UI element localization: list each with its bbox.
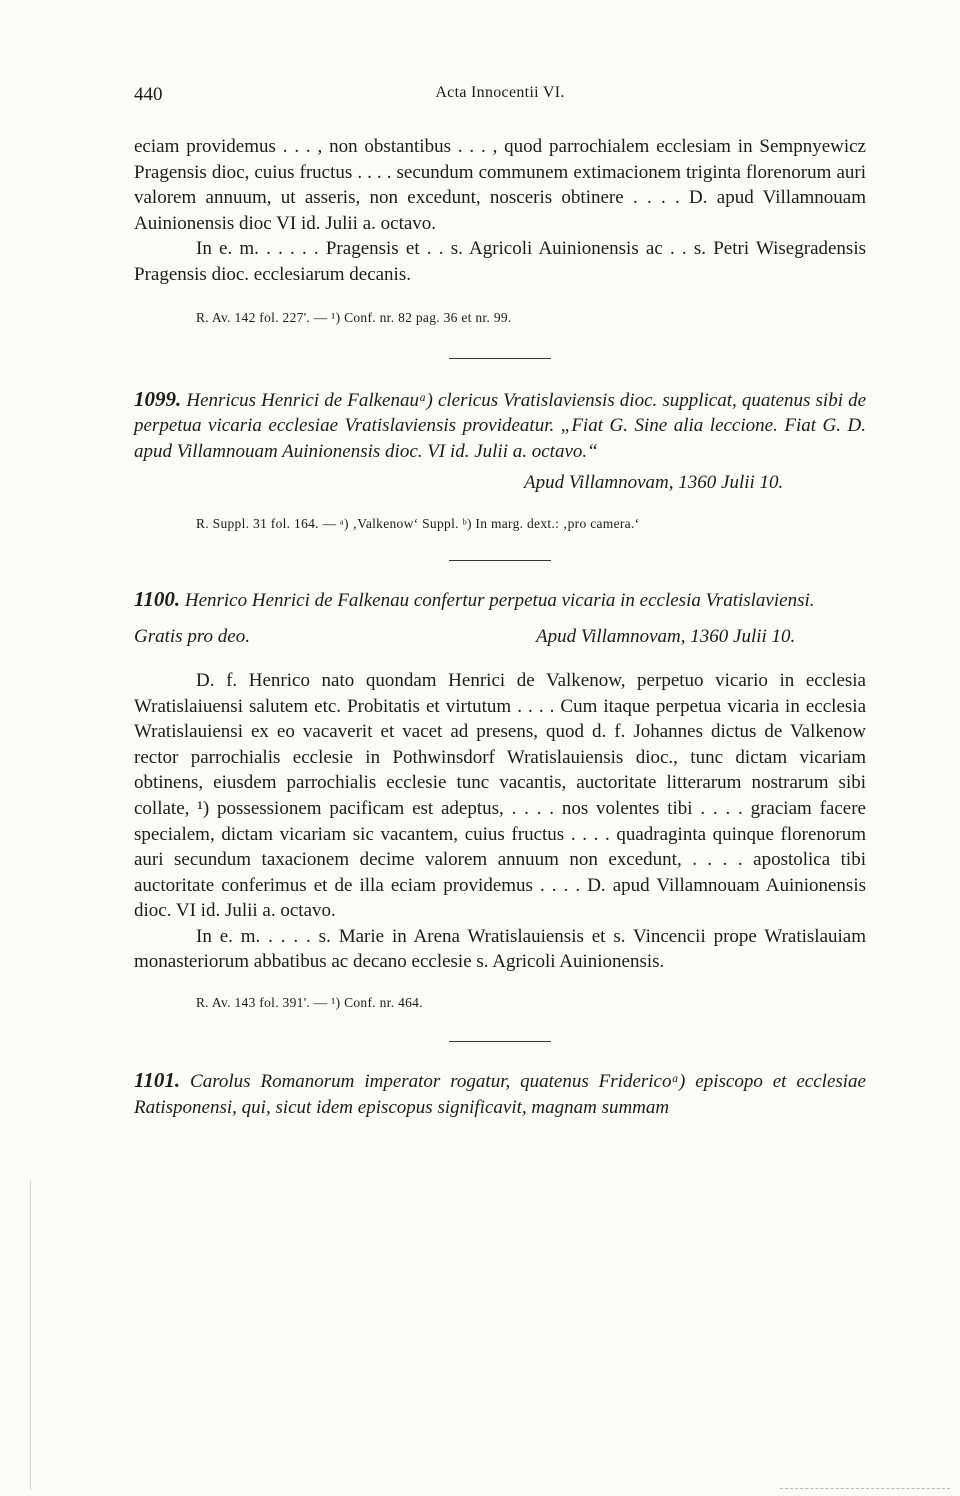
running-title: Acta Innocentii VI.: [435, 84, 565, 101]
continuation-paragraph: eciam providemus . . . , non obstantibus . . . , quod parrochialem ecclesiam in Sempnyewicz Pragensis dioc, cuius fructus . . . . secundum communem extimacionem triginta florenorum auri valorem annuum, ut asseris, non excedunt, nosceris obtinere . . . . D. apud Villamnouam Auinionensis dioc VI id. Julii a. octavo.: [134, 136, 866, 234]
entry-date: Apud Villamnovam, 1360 Julii 10.: [524, 472, 784, 494]
entry-footnote: R. Suppl. 31 fol. 164. — ᵃ) ‚Valkenow‘ Suppl. ᵇ) In marg. dext.: ‚pro camera.‘: [196, 516, 640, 532]
document-page: [134, 84, 866, 1120]
footnote-1098: R. Av. 142 fol. 227'. — ¹) Conf. nr. 82 pag. 36 et nr. 99.: [196, 309, 512, 325]
page-number: 440: [134, 84, 163, 105]
entry-footnote: R. Av. 143 fol. 391'. — ¹) Conf. nr. 464.: [196, 995, 423, 1011]
entry-summary: Henricus Henrici de Falkenauᵃ) clericus Vratislaviensis dioc. supplicat, quatenus sibi de perpetua vicaria ecclesiae Vratislaviensis provideatur. „Fiat G. Sine alia leccione. Fiat G. D. apud Villamnouam Auinionensis dioc. VI id. Julii a. octavo.“: [134, 389, 867, 462]
entry-1099: [134, 387, 866, 535]
entry-1101: [134, 1068, 866, 1120]
separator-rule: [449, 560, 551, 561]
entry-title: Henrico Henrici de Falkenau confertur perpetua vicaria in ecclesia Vratislaviensi.: [184, 590, 815, 612]
entry-number: 1100.: [134, 587, 181, 612]
entry-1100: [134, 587, 866, 1013]
separator-rule: [449, 1041, 551, 1042]
letter-paragraph: D. f. Henrico nato quondam Henrici de Valkenow, perpetuo vicario in ecclesia Wratislaiuensi salutem etc. Probitatis et virtutum . . . . Cum itaque perpetua vicaria in ecclesia Wratislauiensi ex eo vacaverit et vacet ad presens, quod d. f. Johannes dictus de Valkenow rector parrochialis ecclesie in Pothwinsdorf Wratislauiensis dioc., tunc dictam vicariam obtinens, eiusdem parrochialis ecclesie tunc vacantis, auctoritate litterarum nostrarum sibi collate, ¹) possessionem pacificam est adeptus, . . . . nos volentes tibi . . . . graciam facere specialem, dictam vicariam sic vacantem, cuius fructus . . . . quadraginta quinque florenorum auri secundum taxacionem decime valorem annuum non excedunt, . . . . apostolica tibi auctoritate conferimus et de illa eciam providemus . . . . D. apud Villamnouam Auinionensis dioc. VI id. Julii a. octavo.: [134, 669, 866, 922]
page-header: [134, 84, 866, 114]
scan-bottom-line: [780, 1488, 950, 1489]
inscription-paragraph: In e. m. . . . . . Pragensis et . . s. Agricoli Auinionensis ac . . s. Petri Wisegradensis Pragensis dioc. ecclesiarum decanis.: [134, 238, 866, 285]
entry-dateline: [134, 624, 866, 650]
entry-summary: Carolus Romanorum imperator rogatur, quatenus Fridericoᵃ) episcopo et ecclesiae Ratisponensi, qui, sicut idem episcopus significavit, magnam summam: [134, 1071, 866, 1118]
gratis-note: Gratis pro deo.: [134, 625, 250, 647]
entry-date: Apud Villamnovam, 1360 Julii 10.: [536, 625, 796, 647]
entry-number: 1099.: [134, 386, 182, 411]
scan-margin-line: [30, 1180, 31, 1490]
entry-number: 1101.: [134, 1068, 181, 1093]
separator-rule: [449, 358, 551, 359]
inscription-paragraph: In e. m. . . . . s. Marie in Arena Wratislauiensis et s. Vincencii prope Wratislauiam monasteriorum abbatibus ac decano ecclesie s. Agricoli Auinionensis.: [134, 925, 866, 973]
